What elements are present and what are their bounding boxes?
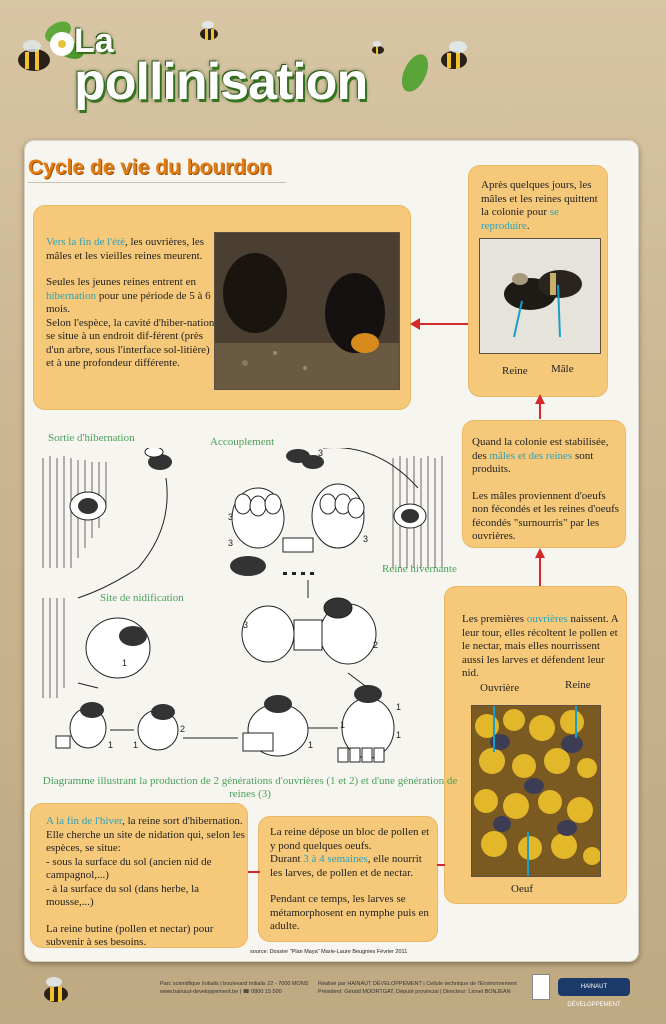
highlight-text: 3 à 4 semaines: [303, 853, 368, 865]
box-text: La reine dépose un bloc de pollen et y pond quelques oeufs.: [270, 826, 430, 852]
svg-text:3: 3: [228, 512, 234, 522]
arrow-to-hibernation: [418, 323, 468, 325]
section-title: Cycle de vie du bourdon: [28, 156, 272, 179]
header: [0, 0, 666, 130]
highlight-text: hibernation: [46, 289, 97, 302]
svg-text:1: 1: [108, 740, 114, 750]
arrowhead-icon: [535, 394, 545, 404]
box-text: .: [526, 219, 530, 232]
svg-text:1: 1: [396, 702, 402, 712]
info-box-eggs: [258, 816, 438, 942]
label-queen: Reine: [565, 679, 591, 691]
label-queen: Reine: [502, 365, 528, 377]
bee-icon: [36, 972, 76, 1008]
svg-text:1: 1: [340, 720, 346, 730]
leaf-icon: [395, 48, 435, 98]
box-text: Après quelques jours, les mâles et les reines quittent la colonie pour: [481, 179, 598, 218]
svg-text:1: 1: [133, 740, 139, 750]
life-cycle-diagram: [38, 448, 458, 770]
hainaut-logo: HAINAUT DÉVELOPPEMENT: [558, 978, 630, 996]
bullet-text: - à la surface du sol (dans herbe, la mousse,...): [46, 882, 200, 908]
footer-credits: Réalisé par HAINAUT DÉVELOPPEMENT | Cellule technique de l'Environnement Président: Gérald MOORTGAT, Député provincial | Directeur: Lionel BONJEAN: [318, 981, 517, 995]
bullet-text: - sous la surface du sol (ancien nid de campagnol,...): [46, 855, 212, 881]
svg-text:3: 3: [363, 534, 369, 544]
label-worker: Ouvrière: [480, 682, 520, 694]
source-credit: source: Dossier "Plan Maya" Marie-Laure Beugnies Février 2011: [250, 949, 408, 955]
svg-text:2: 2: [180, 724, 186, 734]
box-text: La reine butine (pollen et nectar) pour subvenir à ses besoins.: [46, 922, 214, 948]
box-text: Les premières: [462, 613, 527, 625]
box-text: , les ouvrières, les mâles et les vieilles reines meurent.: [46, 236, 205, 262]
end-of-summer-text: [46, 236, 216, 371]
box-text: Pendant ce temps, les larves se métamorphosent en nymphe puis en adulte.: [270, 893, 429, 932]
info-box-end-of-summer: [33, 205, 411, 410]
highlight-text: mâles et des reines: [489, 449, 573, 462]
svg-text:1: 1: [308, 740, 314, 750]
box-text: Les mâles proviennent d'oeufs non fécondés et les reines d'oeufs fécondés "surnourris" par les ouvrières.: [472, 489, 620, 542]
bee-icon: [368, 40, 388, 56]
arrow-from-eggs: [437, 864, 445, 866]
hibernating-queen-photo: [214, 232, 400, 390]
svg-text:3: 3: [243, 620, 249, 630]
diagram-caption: Diagramme illustrant la production de 2 générations d'ouvrières (1 et 2) et d'une génération de reines (3): [42, 775, 458, 800]
arrowhead-icon: [535, 548, 545, 558]
province-logo: [532, 974, 550, 1000]
nest-cells-photo: [471, 705, 601, 877]
box-text: , la reine sort d'hibernation. Elle cherche un site de nidation qui, selon les espèces, se situe:: [46, 815, 245, 854]
info-box-spring: [30, 803, 248, 948]
box-text: Durant: [270, 853, 304, 865]
bee-icon: [432, 36, 476, 76]
label-hibernation-exit: Sortie d'hibernation: [48, 432, 135, 444]
svg-text:1: 1: [122, 658, 128, 668]
bee-icon: [194, 18, 224, 44]
highlight-text: ouvrières: [526, 613, 568, 625]
box-text: naissent. A leur tour, elles récoltent le pollen et le nectar, mais elles nourrissent aussi les larves et défendent leur nid.: [462, 613, 619, 679]
info-box-reproduction: [468, 165, 608, 397]
label-egg: Oeuf: [511, 883, 533, 895]
info-box-workers: [444, 586, 627, 904]
highlight-text: se reproduire: [481, 206, 559, 232]
svg-text:1: 1: [396, 730, 402, 740]
highlight-text: Vers la fin de l'été: [46, 236, 125, 248]
box-text: pour une période de 5 à 6 mois.: [46, 289, 211, 315]
label-mating: Accouplement: [210, 436, 275, 448]
info-box-colony: [462, 420, 626, 548]
diagram-number: 3: [318, 448, 324, 458]
title-prefix: La: [74, 22, 114, 60]
section-divider: [28, 182, 286, 183]
svg-text:3: 3: [228, 538, 234, 548]
box-text: Quand la colonie est stabilisée, des: [472, 436, 609, 462]
highlight-text: A la fin de l'hiver: [46, 815, 123, 827]
label-male: Mâle: [551, 363, 574, 375]
mating-bumblebees-photo: [479, 238, 601, 354]
page-title: pollinisation: [74, 53, 368, 111]
box-text: Selon l'espèce, la cavité d'hiber-nation se situe à un endroit dif-férent (près d'un arbre, sous l'interface sol-litière) et à une profondeur différente.: [46, 316, 215, 369]
arrow-to-eggs: [248, 871, 260, 873]
footer-address: Parc scientifique Initialis | boulevard Initialis 22 - 7000 MONS www.hainaut-developpement.be | ☎ 0800 15 500: [160, 981, 309, 995]
arrowhead-icon: [410, 318, 420, 330]
svg-text:2: 2: [373, 640, 379, 650]
label-nest-site: Site de nidification: [100, 592, 184, 604]
box-text: , elle nourrit les larves, de pollen et de nectar.: [270, 853, 422, 879]
box-text: Seules les jeunes reines entrent en: [46, 276, 196, 288]
label-hibernating-queen: Reine hivernante: [382, 563, 457, 575]
box-text: sont produits.: [472, 449, 594, 475]
nest-cells: [232, 484, 364, 552]
